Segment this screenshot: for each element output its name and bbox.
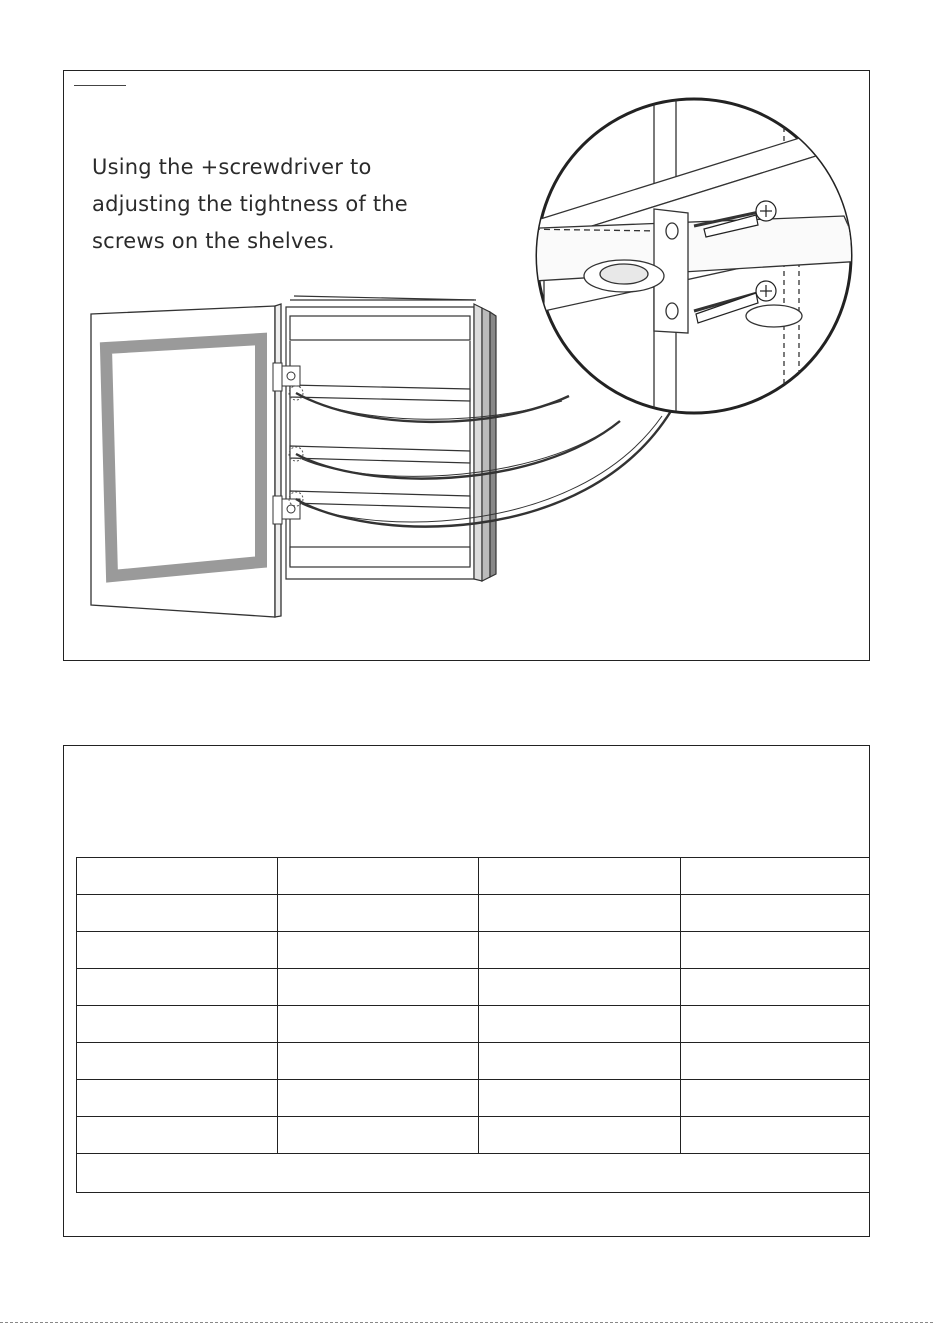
table-cell (277, 1117, 479, 1154)
table-row (77, 895, 870, 932)
table-cell (277, 1043, 479, 1080)
table-cell (681, 1117, 870, 1154)
table-cell (479, 932, 681, 969)
table-cell (479, 1117, 681, 1154)
instruction-line-2: adjusting the tightness of the (92, 192, 408, 216)
table-cell (277, 1006, 479, 1043)
table-row (77, 1080, 870, 1117)
table-cell (681, 895, 870, 932)
table-cell (681, 969, 870, 1006)
table-cell (479, 895, 681, 932)
mirror-door (91, 304, 281, 617)
table-cell (277, 969, 479, 1006)
instruction-line-1: Using the +screwdriver to (92, 155, 372, 179)
cabinet-body (286, 296, 496, 581)
table-cell (479, 969, 681, 1006)
table-cell (681, 1006, 870, 1043)
table-cell (681, 932, 870, 969)
spec-table (76, 857, 870, 1193)
instruction-panel (63, 70, 870, 661)
magnifier-detail (514, 91, 864, 413)
cabinet-illustration (64, 71, 869, 660)
table-cell (479, 858, 681, 895)
table-row (77, 932, 870, 969)
table-row (77, 1043, 870, 1080)
table-cell (77, 969, 278, 1006)
instruction-line-3: screws on the shelves. (92, 229, 335, 253)
table-cell (277, 895, 479, 932)
table-cell (277, 858, 479, 895)
table-cell (479, 1006, 681, 1043)
table-cell (77, 1080, 278, 1117)
table-cell (77, 1006, 278, 1043)
table-cell (77, 1117, 278, 1154)
table-row (77, 1117, 870, 1154)
table-note-row (77, 1154, 870, 1193)
table-cell (681, 1080, 870, 1117)
table-cell (277, 932, 479, 969)
table-cell (681, 1043, 870, 1080)
table-cell (479, 1080, 681, 1117)
table-cell (77, 1043, 278, 1080)
table-row (77, 969, 870, 1006)
table-cell (77, 858, 278, 895)
table-cell (681, 858, 870, 895)
table-cell (277, 1080, 479, 1117)
spec-panel (63, 745, 870, 1237)
table-cell (77, 932, 278, 969)
table-cell (77, 895, 278, 932)
table-cell (479, 1043, 681, 1080)
table-row (77, 1006, 870, 1043)
table-row (77, 858, 870, 895)
table-note-cell (77, 1154, 870, 1193)
